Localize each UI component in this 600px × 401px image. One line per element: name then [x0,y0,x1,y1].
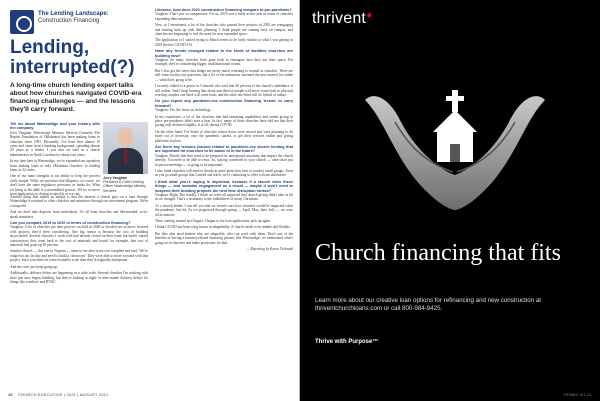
paragraph: Additionally, delivery delays are happening on a wide scale. Several churches I'm working with have just now begun building, but they're looking at eight- to nine-month delivery delays for things like windows and HVAC. [10,271,148,284]
paragraph: The application of I started trying to Match seems to be fairly similar to what I was getting in 2019 (before COVID-19). [155,38,293,47]
paragraph: In my time here at Waterstidge, we've expanded our operation from making loans to only Oklahoma churches, to lending loans in 22 states. [10,159,100,173]
column-main [10,195,148,286]
church-icon [433,90,477,162]
advertisement-page [300,0,600,401]
section-logo-icon [10,10,34,34]
ad-tagline: Church financing that fits [315,240,561,266]
kicker-title: The Lending Landscape: [38,11,109,17]
portrait-photo [103,122,148,174]
paragraph: Jerry Vaughan: Waterstidge Ministry Services (formerly The Baptist Foundation of Oklahoma) has been making loans to churches since 1993. Personally, I've been here almost 19 years and came from a banking background, spending almost 20 years as a lender. I was also on staff as a church administrator in North Carolina for about four years. [10,130,100,157]
section-kicker [38,11,118,25]
column-right [155,8,293,254]
paragraph: Now, as I mentioned, a lot of the churches who paused their projects in 2020 are reengaging and starting back up with their planning. I think people are coming back on campus, and churches are beginning to feel the need for new expanded space. [155,23,293,37]
question: Tell me about Waterstidge and your history with the company. [10,122,100,131]
question: I think what you're saying is important, because if a church does these things — and sustains engagement as a result — maybe it won't need to suspend their building projects the next time disruption strikes? [155,179,293,193]
byline: — Reporting by Karen Tichnauk [246,247,293,252]
column-intro [10,122,100,199]
paragraph: I recently talked to a pastor in Colorado who said that 40 percent of his church's attendance is still online. And I keep hearing that about one-third of people will never come back to physical worship; another one-third will come back; and the other one-third will do hybrid or online. [155,84,293,97]
article-deck: A long-time church lending expert talks about how churches navigated COVID-era financing challenges — and the lessons they'll carry forward. [10,82,142,113]
paragraph: Another thing that makes us unique is that the interest a church pays on a loan through Waterstidge is returned to other churches and ministries through our investment program. We're a nonprofit. [10,195,148,208]
paragraph: But I also get the sense that things are pretty much returning to normal in churches. There are still some facility-use questions, but a lot of the unknowns surround the new normal for online — what that's going to be. [155,68,293,82]
photo-caption [103,176,148,193]
question: Can you compare 2019 to 2020 in terms of construction financing? [10,221,131,226]
question: Do you expect any pandemic-era construction financing 'trends' to carry forward? [155,99,293,108]
question: Are there any lessons learned related to pandemic-era church lending that are important for churches to be aware of in the future? [155,144,293,154]
question: Have any trends emerged related to the kinds of facilities churches are building now? [155,49,293,58]
paragraph: But they also need lenders who are adaptable, who can work with them. That's one of the benefits of having a ministry-related financing partner, like Waterstidge; we understand what's going on in churches and make provisions for that. [155,231,293,245]
paragraph: Vaughan: Right. But frankly, I think we were all surprised that church giving didn't take as hit as we thought. That's a testimony to the faithfulness of many Christians. [155,193,293,202]
paragraph: I think COVID has been a big lesson in adaptability. A church needs to be nimble and flexible. [155,225,291,230]
paragraph: Vaughan: A lot of churches put their projects on hold in 2020 or decided not to move forward with projects they'd been considering. One big reason is because the cost of building skyrocketed. Several churches I work with had already closed on their loans but hadn't started construction; they went back to the cost of materials and found, for example, that cost of materials had gone up 30 percent. [10,225,148,248]
paragraph: Vaughan: So many churches have gone back to reimagine how they use their space. For example, they're considering bigger, multifunctional rooms. [155,58,293,67]
paragraph: Vaughan: Yes, the focus on technology. [155,108,212,113]
article-headline: Lending, interrupted(?) [10,37,135,78]
paragraph: I also think churches will need to decide at some point how best to conduct small groups. Even as you go small groups that I attend and teach, we're continuing to offer a Zoom alternative. [155,169,293,178]
page-footer [8,392,109,397]
page-number: 16 [8,392,13,397]
paragraph: Vaughan: That's just so comparative. For us, 2019 was a fairly active year in terms of churches expanding their ministries. [155,12,293,21]
caption-title: President & Chief Lending Officer Waterstidge Ministry Services [103,180,146,193]
ad-body: Learn more about our creative loan options for refinancing and new construction at thriventchurchloans.com or call 800-984-9425. [315,297,541,312]
footer-text: CHURCH EXECUTIVE | 2021 | AUGUST 2021 [18,392,109,397]
paragraph: One of our main strengths is our ability to keep the process fairly simple. While we prioritize due diligence, of course, we don't have the same regulatory pressures as banks do. What we bring to the table is a streamlined process. We try to move from application to closing as quickly as we can. [10,174,100,197]
cupped-hands-illustration [355,60,555,260]
paragraph: Vaughan: Mostly that they need to be prepared for unexpected situations that impact the church directly. You need to be able to react. So, staying connected to your church — other than just in-person meetings — is going to be important. [155,153,293,167]
brand-mark-icon: ● [366,10,373,21]
paragraph: As a church lender, I can tell you that we weren't sure how churches would be impacted when the pandemic first hit. As we progressed through spring — April, May, June, July — we were all in anxious. [155,203,293,217]
ad-slogan: Thrive with Purpose™ [315,339,379,345]
paragraph: And we don't take deposits from individuals. It's all from churches and like-minded, so-to-speak ministries. [10,210,148,219]
brand-name: thrivent [312,10,367,27]
kicker-subtitle: Construction Financing [38,18,100,24]
paragraph: Another church — this one in Virginia — came to me after work was complete and said, 'We've outgrown our facility and need to build a classroom.' They were able to move forward with that project, but it was done on a much smaller scale than they'd originally anticipated. [10,249,148,263]
portrait-face [118,129,133,147]
paragraph: Then, starting around last August, I began to see loan applications pick up again. [155,219,271,224]
paragraph: In my experience, a lot of the churches that had streaming capabilities and online giving in place pre-pandemic didn't miss a beat. In fact, many of those churches have told me that their giving only declined slightly, if at all, during COVID. [155,114,293,128]
paragraph: And the costs just keep going up. [10,264,58,269]
caption-name: Jerry Vaughan [103,176,128,180]
paragraph: On the other hand, I've heard of churches whose doors were moved and were planning to do more out of necessity, once the pandemic started, to get their services online and giving platforms in place. [155,129,293,143]
brand-logo [312,10,372,28]
question: Likewise, how does 2021 construction financing compare to pre-pandemic? [155,8,292,12]
ad-code: 29396G N7-21 [563,392,592,397]
portrait-tie [124,149,127,163]
